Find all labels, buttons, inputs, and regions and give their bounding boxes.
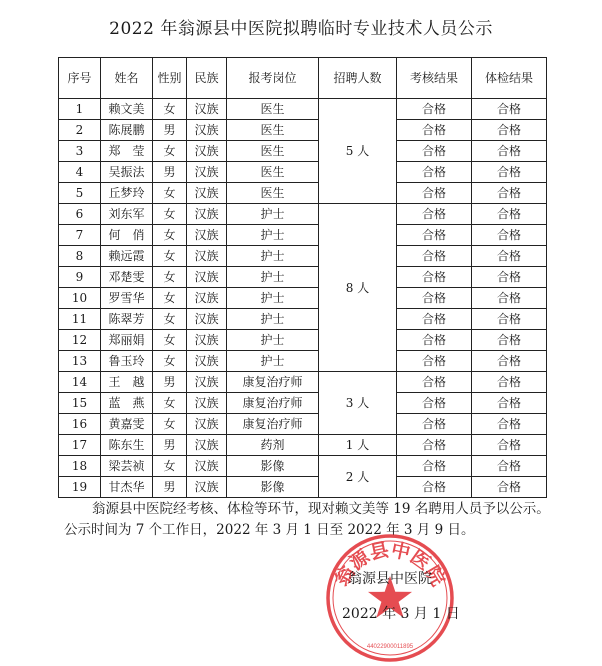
table-row: [59, 246, 547, 267]
row-recruit-count: 3 人: [319, 372, 397, 435]
row-physical-result: 合格: [472, 393, 547, 414]
header-ethnic: 民族: [187, 58, 227, 99]
row-no: 3: [59, 141, 101, 162]
row-gender: 男: [153, 477, 187, 498]
row-post: 护士: [227, 246, 319, 267]
row-ethnic: 汉族: [187, 120, 227, 141]
row-no: 19: [59, 477, 101, 498]
row-ethnic: 汉族: [187, 141, 227, 162]
notice-paragraph: 翁源县中医院经考核、体检等环节，现对赖文美等 19 名聘用人员予以公示。公示时间为 7 个工作日，2022 年 3 月 1 日至 2022 年 3 月 9 日。: [64, 501, 550, 538]
row-no: 5: [59, 183, 101, 204]
row-name: 郑 莹: [101, 141, 153, 162]
row-gender: 女: [153, 351, 187, 372]
row-physical-result: 合格: [472, 246, 547, 267]
row-post: 护士: [227, 351, 319, 372]
table-row: [59, 309, 547, 330]
table-row: [59, 477, 547, 498]
row-post: 医生: [227, 141, 319, 162]
row-name: 梁芸祯: [101, 456, 153, 477]
row-physical-result: 合格: [472, 477, 547, 498]
row-name: 罗雪华: [101, 288, 153, 309]
row-ethnic: 汉族: [187, 414, 227, 435]
row-exam-result: 合格: [397, 225, 472, 246]
row-physical-result: 合格: [472, 99, 547, 120]
table-header-row: [59, 58, 547, 99]
row-no: 14: [59, 372, 101, 393]
table-row: [59, 267, 547, 288]
row-name: 黄嘉雯: [101, 414, 153, 435]
row-no: 4: [59, 162, 101, 183]
row-exam-result: 合格: [397, 267, 472, 288]
row-physical-result: 合格: [472, 288, 547, 309]
row-name: 赖文美: [101, 99, 153, 120]
table-row: [59, 141, 547, 162]
row-ethnic: 汉族: [187, 183, 227, 204]
table-row: [59, 414, 547, 435]
row-recruit-count: 2 人: [319, 456, 397, 498]
row-no: 18: [59, 456, 101, 477]
row-name: 吴振法: [101, 162, 153, 183]
table-row: [59, 330, 547, 351]
row-name: 郑丽娟: [101, 330, 153, 351]
row-ethnic: 汉族: [187, 204, 227, 225]
row-physical-result: 合格: [472, 414, 547, 435]
row-no: 8: [59, 246, 101, 267]
row-exam-result: 合格: [397, 162, 472, 183]
row-no: 12: [59, 330, 101, 351]
row-gender: 男: [153, 372, 187, 393]
table-row: [59, 351, 547, 372]
table-row: [59, 393, 547, 414]
table-row: [59, 225, 547, 246]
row-no: 16: [59, 414, 101, 435]
header-physical-result: 体检结果: [472, 58, 547, 99]
row-physical-result: 合格: [472, 141, 547, 162]
row-gender: 女: [153, 204, 187, 225]
header-no: 序号: [59, 58, 101, 99]
svg-text:44022900011895: 44022900011895: [366, 644, 414, 650]
signer-name: 翁源县中医院: [348, 571, 432, 587]
row-ethnic: 汉族: [187, 246, 227, 267]
row-exam-result: 合格: [397, 477, 472, 498]
row-name: 丘梦玲: [101, 183, 153, 204]
row-ethnic: 汉族: [187, 225, 227, 246]
header-recruit-count: 招聘人数: [319, 58, 397, 99]
table-row: [59, 120, 547, 141]
row-physical-result: 合格: [472, 435, 547, 456]
row-gender: 女: [153, 414, 187, 435]
row-gender: 女: [153, 393, 187, 414]
row-ethnic: 汉族: [187, 267, 227, 288]
row-exam-result: 合格: [397, 288, 472, 309]
row-name: 邓楚雯: [101, 267, 153, 288]
row-physical-result: 合格: [472, 372, 547, 393]
row-gender: 男: [153, 435, 187, 456]
row-exam-result: 合格: [397, 309, 472, 330]
row-name: 赖远霞: [101, 246, 153, 267]
table-row: [59, 162, 547, 183]
row-exam-result: 合格: [397, 246, 472, 267]
row-gender: 女: [153, 267, 187, 288]
row-gender: 女: [153, 225, 187, 246]
signature-date: 2022 年 3 月 1 日: [342, 606, 460, 622]
row-post: 康复治疗师: [227, 414, 319, 435]
row-no: 17: [59, 435, 101, 456]
row-name: 陈东生: [101, 435, 153, 456]
row-no: 13: [59, 351, 101, 372]
row-post: 医生: [227, 162, 319, 183]
row-gender: 女: [153, 330, 187, 351]
row-name: 鲁玉玲: [101, 351, 153, 372]
row-gender: 女: [153, 99, 187, 120]
row-gender: 女: [153, 456, 187, 477]
row-name: 甘杰华: [101, 477, 153, 498]
row-physical-result: 合格: [472, 456, 547, 477]
row-physical-result: 合格: [472, 309, 547, 330]
row-exam-result: 合格: [397, 393, 472, 414]
row-name: 陈翠芳: [101, 309, 153, 330]
row-ethnic: 汉族: [187, 330, 227, 351]
row-name: 何 俏: [101, 225, 153, 246]
row-exam-result: 合格: [397, 204, 472, 225]
row-exam-result: 合格: [397, 330, 472, 351]
row-no: 10: [59, 288, 101, 309]
row-ethnic: 汉族: [187, 351, 227, 372]
row-gender: 男: [153, 120, 187, 141]
row-exam-result: 合格: [397, 456, 472, 477]
row-recruit-count: 5 人: [319, 99, 397, 204]
row-exam-result: 合格: [397, 141, 472, 162]
table-row: [59, 288, 547, 309]
row-post: 医生: [227, 120, 319, 141]
row-gender: 女: [153, 309, 187, 330]
row-exam-result: 合格: [397, 183, 472, 204]
row-post: 护士: [227, 330, 319, 351]
row-physical-result: 合格: [472, 204, 547, 225]
row-no: 11: [59, 309, 101, 330]
header-post: 报考岗位: [227, 58, 319, 99]
row-no: 9: [59, 267, 101, 288]
svg-text:翁源县中医院: 翁源县中医院: [331, 539, 449, 590]
row-physical-result: 合格: [472, 351, 547, 372]
row-ethnic: 汉族: [187, 477, 227, 498]
row-exam-result: 合格: [397, 99, 472, 120]
row-no: 2: [59, 120, 101, 141]
row-gender: 女: [153, 141, 187, 162]
row-no: 6: [59, 204, 101, 225]
table-row: [59, 204, 547, 225]
row-ethnic: 汉族: [187, 435, 227, 456]
row-physical-result: 合格: [472, 267, 547, 288]
row-ethnic: 汉族: [187, 288, 227, 309]
row-ethnic: 汉族: [187, 456, 227, 477]
row-name: 王 越: [101, 372, 153, 393]
row-exam-result: 合格: [397, 435, 472, 456]
row-ethnic: 汉族: [187, 393, 227, 414]
table-row: [59, 183, 547, 204]
row-ethnic: 汉族: [187, 162, 227, 183]
row-post: 影像: [227, 456, 319, 477]
row-no: 15: [59, 393, 101, 414]
header-exam-result: 考核结果: [397, 58, 472, 99]
row-gender: 女: [153, 183, 187, 204]
table-row: [59, 99, 547, 120]
row-post: 护士: [227, 204, 319, 225]
table-body: [59, 99, 547, 498]
row-post: 医生: [227, 183, 319, 204]
row-post: 康复治疗师: [227, 393, 319, 414]
row-no: 7: [59, 225, 101, 246]
row-ethnic: 汉族: [187, 99, 227, 120]
row-gender: 男: [153, 162, 187, 183]
row-exam-result: 合格: [397, 120, 472, 141]
row-name: 蓝 燕: [101, 393, 153, 414]
staff-table: [58, 57, 547, 498]
header-name: 姓名: [101, 58, 153, 99]
row-post: 护士: [227, 288, 319, 309]
row-post: 护士: [227, 225, 319, 246]
row-gender: 女: [153, 246, 187, 267]
official-seal: [322, 530, 458, 666]
table-row: [59, 372, 547, 393]
row-post: 护士: [227, 267, 319, 288]
row-name: 陈展鹏: [101, 120, 153, 141]
row-physical-result: 合格: [472, 162, 547, 183]
row-no: 1: [59, 99, 101, 120]
row-post: 影像: [227, 477, 319, 498]
row-post: 康复治疗师: [227, 372, 319, 393]
row-ethnic: 汉族: [187, 309, 227, 330]
row-post: 药剂: [227, 435, 319, 456]
row-gender: 女: [153, 288, 187, 309]
row-physical-result: 合格: [472, 183, 547, 204]
row-post: 护士: [227, 309, 319, 330]
row-exam-result: 合格: [397, 372, 472, 393]
page-title: 2022 年翁源县中医院拟聘临时专业技术人员公示: [109, 19, 493, 39]
row-recruit-count: 8 人: [319, 204, 397, 372]
table-row: [59, 435, 547, 456]
table-row: [59, 456, 547, 477]
header-gender: 性别: [153, 58, 187, 99]
row-ethnic: 汉族: [187, 372, 227, 393]
row-physical-result: 合格: [472, 225, 547, 246]
row-exam-result: 合格: [397, 351, 472, 372]
row-name: 刘东军: [101, 204, 153, 225]
row-recruit-count: 1 人: [319, 435, 397, 456]
row-physical-result: 合格: [472, 120, 547, 141]
row-exam-result: 合格: [397, 414, 472, 435]
row-physical-result: 合格: [472, 330, 547, 351]
row-post: 医生: [227, 99, 319, 120]
